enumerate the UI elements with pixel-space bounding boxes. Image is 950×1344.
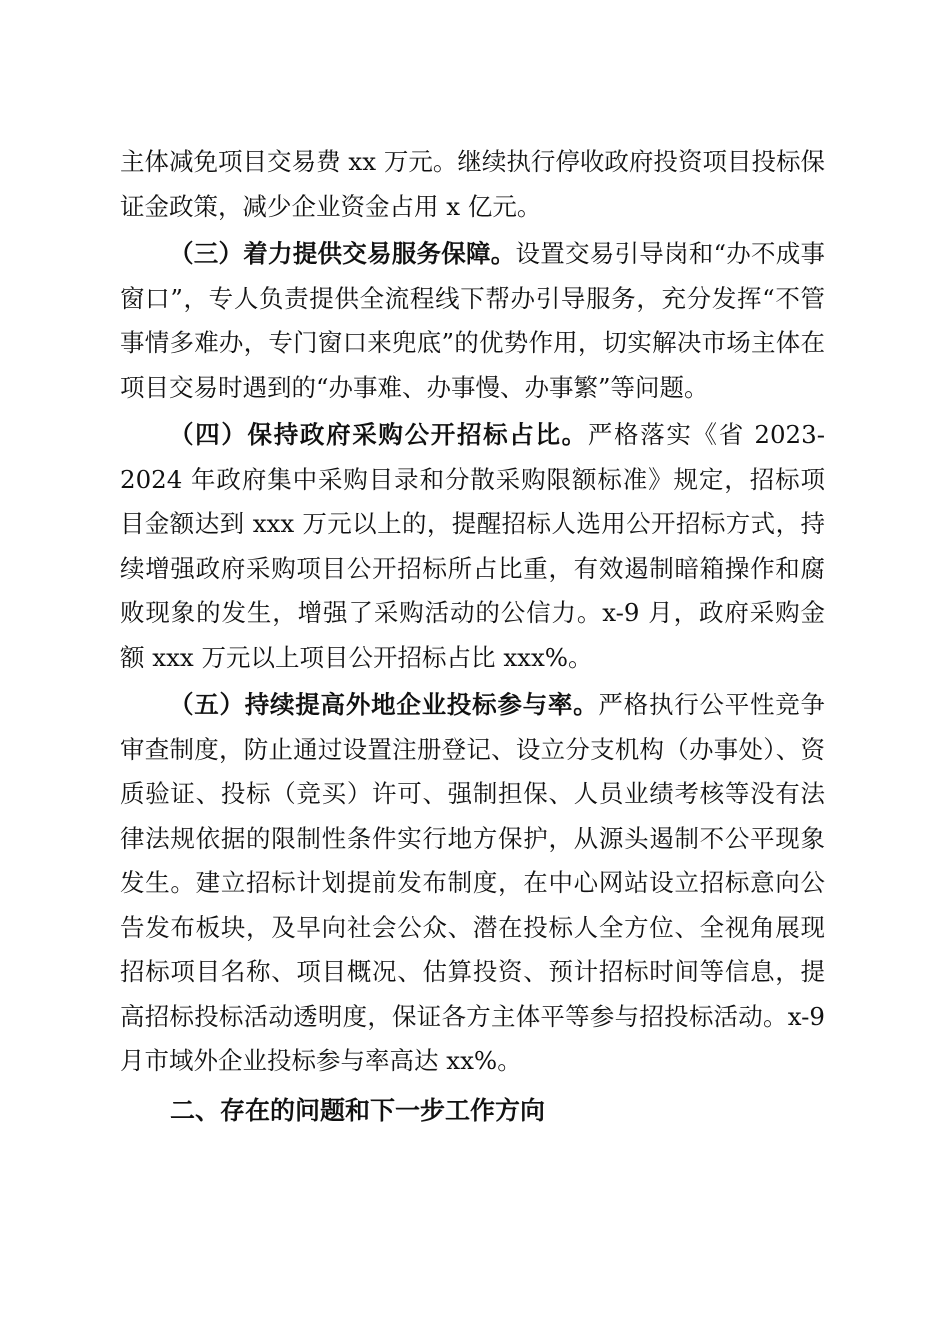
paragraph-continuation — [120, 140, 825, 229]
paragraph-text: 主体减免项目交易费 xx 万元。继续执行停收政府投资项目投标保证金政策，减少企业资金占用 x 亿元。 — [120, 147, 825, 221]
paragraph-lead: （四）保持政府采购公开招标占比。 — [169, 420, 588, 449]
paragraph-lead: （三）着力提供交易服务保障。 — [169, 239, 516, 268]
document-body — [120, 140, 825, 1136]
paragraph-text: 设置交易引导岗和“办不成事窗口”，专人负责提供全流程线下帮办引导服务，充分发挥“不管事情多难办，专门窗口来兜底”的优势作用，切实解决市场主体在项目交易时遇到的“办事难、办事慢、办事繁”等问题。 — [120, 239, 825, 402]
paragraph-text: 严格执行公平性竞争审查制度，防止通过设置注册登记、设立分支机构（办事处）、资质验证、投标（竞买）许可、强制担保、人员业绩考核等没有法律法规依据的限制性条件实行地方保护，从源头遏制不公平现象发生。建立招标计划提前发布制度，在中心网站设立招标意向公告发布板块，及早向社会公众、潜在投标人全方位、全视角展现招标项目名称、项目概况、估算投资、预计招标时间等信息，提高招标投标活动透明度，保证各方主体平等参与招投标活动。x-9 月市域外企业投标参与率高达 xx%。 — [120, 690, 826, 1075]
paragraph-lead: （五）持续提高外地企业投标参与率。 — [169, 690, 599, 719]
paragraph-text: 严格落实《省 2023-2024 年政府集中采购目录和分散采购限额标准》规定，招标项目金额达到 xxx 万元以上的，提醒招标人选用公开招标方式，持续增强政府采购项目公开招标所占比重，有效遏制暗箱操作和腐败现象的发生，增强了采购活动的公信力。x-9 月，政府采购金额 xxx 万元以上项目公开招标占比 xxx%。 — [120, 420, 826, 672]
paragraph-outside-participation — [120, 683, 825, 1084]
section-heading: 二、存在的问题和下一步工作方向 — [170, 1095, 546, 1125]
paragraph-procurement-ratio — [120, 413, 825, 680]
paragraph-trading-service — [120, 232, 825, 410]
